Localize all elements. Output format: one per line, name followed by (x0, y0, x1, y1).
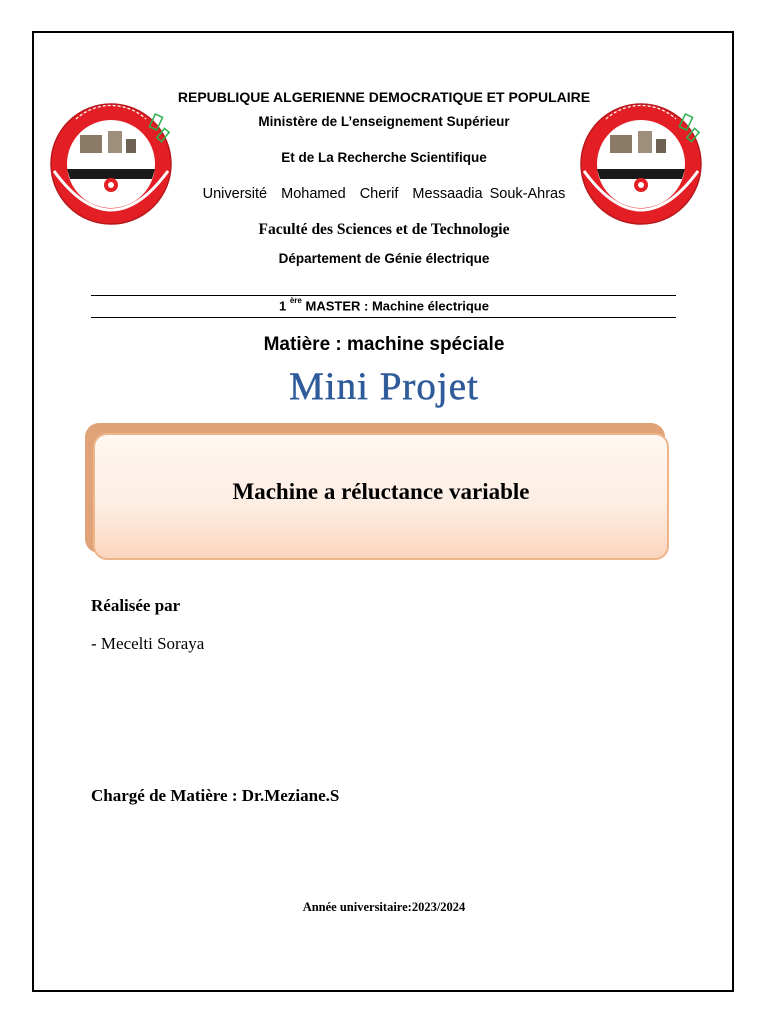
divider-top (91, 295, 676, 296)
academic-year: Année universitaire:2023/2024 (302, 900, 466, 914)
project-title: Machine a réluctance variable (232, 479, 530, 504)
program-name: MASTER : Machine électrique (305, 298, 489, 314)
department-name: Département de Génie électrique (278, 251, 490, 266)
subject-heading: Matière : machine spéciale (263, 334, 505, 355)
ministry-heading: Ministère de L’enseignement Supérieur (258, 114, 510, 129)
level-superscript: ère (289, 296, 302, 305)
republic-heading: REPUBLIQUE ALGERIENNE DEMOCRATIQUE ET POPULAIRE (177, 89, 591, 105)
supervisor-line: Chargé de Matière : Dr.Meziane.S (91, 786, 340, 805)
research-heading: Et de La Recherche Scientifique (281, 150, 487, 165)
document-type-title: Mini Projet (289, 365, 479, 408)
faculty-name: Faculté des Sciences et de Technologie (258, 221, 510, 238)
university-name: Université Mohamed Cherif Messaadia Souk-Ahras (202, 186, 566, 202)
authors-label: Réalisée par (91, 596, 181, 615)
level-program (0, 298, 768, 313)
divider-bottom (91, 317, 676, 318)
level-number: 1 (279, 298, 287, 314)
title-box (93, 433, 669, 560)
author-item: - Mecelti Soraya (91, 634, 205, 653)
